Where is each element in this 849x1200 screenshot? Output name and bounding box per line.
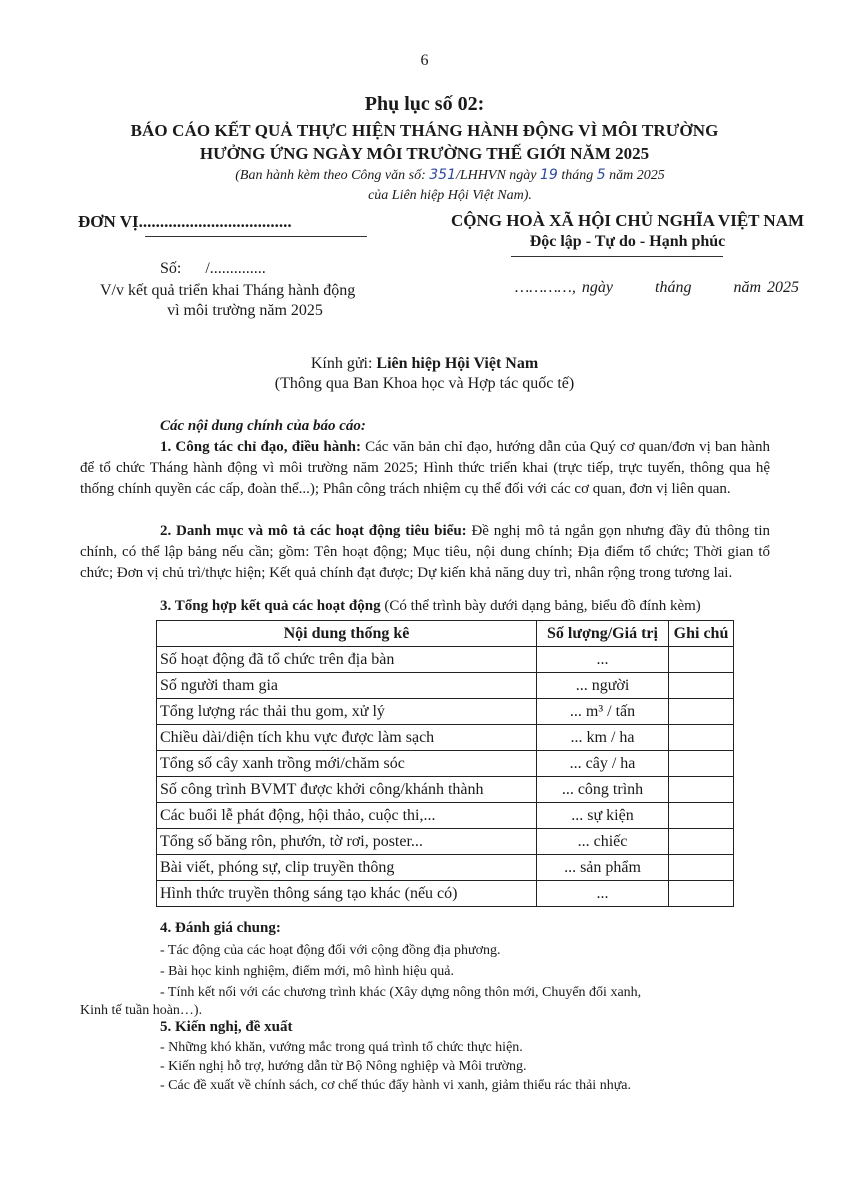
row-value: ... người — [537, 673, 669, 699]
date-line: …………, ngày tháng năm 2025 — [515, 279, 800, 296]
section-3 — [160, 598, 701, 615]
row-value: ... m³ / tấn — [537, 699, 669, 725]
section-4-item: - Tính kết nối với các chương trình khác (Xây dựng nông thôn mới, Chuyển đổi xanh, — [160, 985, 642, 1000]
row-note — [669, 673, 734, 699]
section-4-heading: 4. Đánh giá chung: — [160, 920, 281, 936]
issued-mid: /LHHVN ngày — [456, 168, 537, 183]
row-note — [669, 647, 734, 673]
section-2 — [80, 521, 770, 584]
row-item: Các buổi lễ phát động, hội thảo, cuộc thi,... — [157, 803, 537, 829]
report-title-line2: HƯỞNG ỨNG NGÀY MÔI TRƯỜNG THẾ GIỚI NĂM 2025 — [199, 144, 650, 163]
year-label: năm 2025 — [609, 168, 665, 183]
recipient-prefix: Kính gửi: — [310, 355, 377, 372]
appendix-title: Phụ lục số 02: — [364, 93, 485, 115]
table-header-row — [157, 621, 734, 647]
header-note: Ghi chú — [669, 621, 734, 647]
handwritten-doc-number: 351 — [429, 167, 456, 183]
section-2-heading: 2. Danh mục và mô tả các hoạt động tiêu biểu: — [160, 523, 467, 539]
row-item: Số người tham gia — [157, 673, 537, 699]
section-1-text: Các văn bản chỉ đạo, hướng dẫn của Quý cơ quan/đơn vị ban hành để tổ chức Tháng hành động vì môi trường năm 2025; Hình thức triển khai (trực tiếp, trực tuyến, thông qua hệ thống chính quyền các cấp, đoàn thể...); Phân công trách nhiệm cụ thể đối với các cơ quan, đơn vị liên quan. — [80, 439, 770, 497]
row-item: Tổng lượng rác thải thu gom, xử lý — [157, 699, 537, 725]
document-number-field: Số: /.............. — [160, 260, 266, 277]
table-row — [157, 777, 734, 803]
section-1-heading: 1. Công tác chỉ đạo, điều hành: — [160, 439, 361, 455]
table-row — [157, 725, 734, 751]
row-value: ... — [537, 647, 669, 673]
table-row — [157, 881, 734, 907]
row-item: Tổng số cây xanh trồng mới/chăm sóc — [157, 751, 537, 777]
unit-field: ĐƠN VỊ.................................... — [78, 212, 292, 231]
table-row — [157, 803, 734, 829]
row-item: Hình thức truyền thông sáng tạo khác (nếu có) — [157, 881, 537, 907]
row-note — [669, 855, 734, 881]
handwritten-day: 19 — [540, 167, 558, 183]
table-row — [157, 751, 734, 777]
row-item: Bài viết, phóng sự, clip truyền thông — [157, 855, 537, 881]
row-note — [669, 829, 734, 855]
national-motto: Độc lập - Tự do - Hạnh phúc — [529, 233, 726, 250]
row-item: Chiều dài/diện tích khu vực được làm sạch — [157, 725, 537, 751]
row-note — [669, 803, 734, 829]
row-note — [669, 725, 734, 751]
section-4-item: - Bài học kinh nghiệm, điểm mới, mô hình hiệu quả. — [160, 964, 454, 979]
row-value: ... cây / ha — [537, 751, 669, 777]
section-4-item-continued: Kinh tế tuần hoàn…). — [80, 1003, 203, 1018]
section-4-item: - Tác động của các hoạt động đối với cộng đồng địa phương. — [160, 943, 501, 958]
subject-line-1: V/v kết quả triển khai Tháng hành động — [100, 282, 356, 299]
recipient-name: Liên hiệp Hội Việt Nam — [376, 355, 539, 372]
section-2-text: Đề nghị mô tả ngắn gọn nhưng đầy đủ thông tin chính, có thể lập bảng nếu cần; gồm: Tên hoạt động; Mục tiêu, nội dung chính; Địa điểm tổ chức; Thời gian tổ chức; Đơn vị chủ trì/thực hiện; Kết quả chính đạt được; Dự kiến khả năng duy trì, nhân rộng trong tương lai. — [80, 523, 770, 581]
section-3-note: (Có thể trình bày dưới dạng bảng, biểu đồ đính kèm) — [380, 598, 701, 614]
table-row — [157, 829, 734, 855]
handwritten-month: 5 — [596, 167, 606, 183]
section-3-heading: 3. Tổng hợp kết quả các hoạt động — [160, 598, 381, 614]
header-content: Nội dung thống kê — [157, 621, 537, 647]
motto-underline — [511, 256, 723, 257]
row-value: ... sản phẩm — [537, 855, 669, 881]
row-value: ... km / ha — [537, 725, 669, 751]
row-note — [669, 751, 734, 777]
contents-heading: Các nội dung chính của báo cáo: — [160, 418, 366, 434]
row-value: ... — [537, 881, 669, 907]
row-item: Tổng số băng rôn, phướn, tờ rơi, poster... — [157, 829, 537, 855]
row-value: ... sự kiện — [537, 803, 669, 829]
table-row — [157, 699, 734, 725]
report-title-line1: BÁO CÁO KẾT QUẢ THỰC HIỆN THÁNG HÀNH ĐỘNG VÌ MÔI TRƯỜNG — [130, 121, 719, 140]
table-row — [157, 673, 734, 699]
section-5-item: - Kiến nghị hỗ trợ, hướng dẫn từ Bộ Nông nghiệp và Môi trường. — [160, 1059, 527, 1074]
recipient-line — [0, 355, 849, 373]
header-value: Số lượng/Giá trị — [537, 621, 669, 647]
section-5-heading: 5. Kiến nghị, đề xuất — [160, 1019, 293, 1035]
row-item: Số công trình BVMT được khởi công/khánh thành — [157, 777, 537, 803]
row-note — [669, 881, 734, 907]
row-item: Số hoạt động đã tổ chức trên địa bàn — [157, 647, 537, 673]
row-value: ... chiếc — [537, 829, 669, 855]
issued-by-line: của Liên hiệp Hội Việt Nam). — [368, 188, 532, 203]
subject-line-2: vì môi trường năm 2025 — [167, 302, 323, 319]
month-label: tháng — [561, 168, 594, 183]
unit-underline — [145, 236, 367, 237]
section-1 — [80, 437, 770, 500]
section-5-item: - Những khó khăn, vướng mắc trong quá trình tổ chức thực hiện. — [160, 1040, 523, 1055]
page-number: 6 — [420, 52, 429, 69]
recipient-via: (Thông qua Ban Khoa học và Hợp tác quốc tế) — [274, 375, 575, 392]
issued-prefix: (Ban hành kèm theo Công văn số: — [235, 168, 426, 183]
table-row — [157, 855, 734, 881]
issued-with-line — [200, 167, 700, 184]
section-5-item: - Các đề xuất về chính sách, cơ chế thúc đẩy hành vi xanh, giảm thiểu rác thải nhựa. — [160, 1078, 631, 1093]
row-note — [669, 699, 734, 725]
row-note — [669, 777, 734, 803]
national-title: CỘNG HOÀ XÃ HỘI CHỦ NGHĨA VIỆT NAM — [450, 211, 805, 230]
table-row — [157, 647, 734, 673]
row-value: ... công trình — [537, 777, 669, 803]
statistics-table — [156, 620, 734, 907]
